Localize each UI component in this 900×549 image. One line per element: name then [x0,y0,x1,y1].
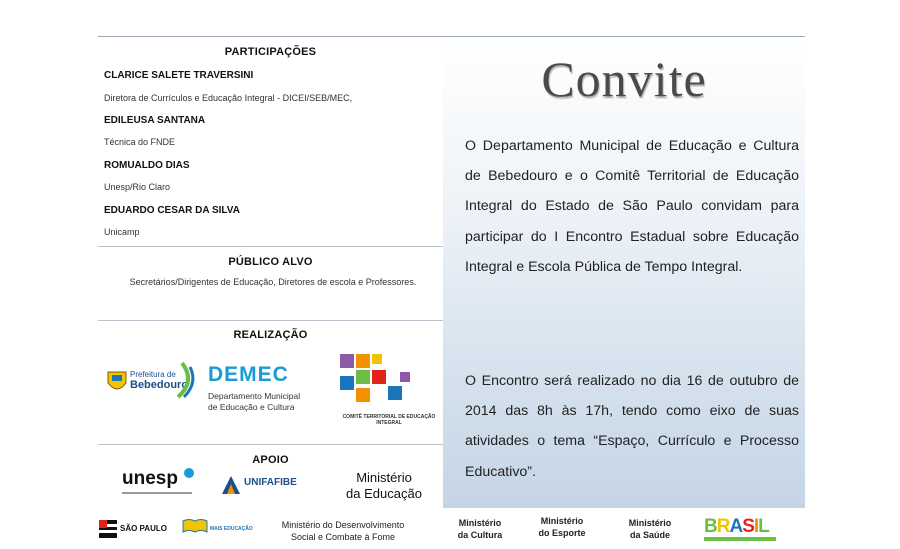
prefeitura-bebedouro-logo [106,359,196,409]
demec-logo [204,363,324,425]
cultura-line1: Ministério [458,518,502,528]
brasil-wordmark: BRASIL [704,516,769,537]
unesp-star-icon [182,466,196,480]
convite-paragraph-2: O Encontro será realizado no dia 16 de outubro de 2014 das 8h às 17h, tendo como eixo de suas atividades o tema “Espaço, Currículo e Processo Educativo”. [465,373,799,480]
footer-logos [98,512,805,549]
saude-line2: da Saúde [629,530,670,540]
unifafibe-wordmark: UNIFAFIBE [244,477,297,488]
unifafibe-icon [220,474,242,496]
participant-role: Diretora de Currículos e Educação Integral - DICEI/SEB/MEC, [104,93,353,103]
sp-flag-icon [98,518,118,540]
governo-sp-logo [98,514,168,544]
ministerio-educacao-line1: Ministério [356,470,412,485]
convite-title: Convite [541,51,707,107]
demec-title: DEMEC [208,363,289,386]
prefeitura-line2: Bebedouro [130,379,189,391]
comite-text: COMITÊ TERRITORIAL DE EDUCAÇÃO INTEGRAL [342,414,436,426]
governo-federal-logo [702,516,778,544]
participant-role: Unicamp [104,227,140,237]
unesp-logo [122,466,212,502]
participant-name: ROMUALDO DIAS [104,160,190,171]
participant-name: EDUARDO CESAR DA SILVA [104,205,240,216]
participant-role: Unesp/Rio Claro [104,182,171,192]
ministerio-educacao-line2: da Educação [346,486,422,501]
publico-title: PÚBLICO ALVO [228,256,313,268]
esporte-line2: do Esporte [538,528,586,538]
prefeitura-line1: Prefeitura de [130,370,176,379]
colored-squares-icon [338,352,438,414]
section-divider [98,246,443,247]
section-divider [98,444,443,445]
esporte-line1: Ministério [540,516,584,526]
comite-territorial-logo [334,352,444,428]
sp-text: SÃO PAULO [120,524,167,533]
ministerio-educacao-logo [334,470,434,506]
md-social-line1: Ministério do Desenvolvimento [281,520,405,530]
mais-educacao-text: MAIS EDUCAÇÃO [210,526,253,532]
demec-sub2: de Educação e Cultura [208,402,295,412]
coat-of-arms-icon [106,369,128,395]
saude-line1: Ministério [628,518,672,528]
swoosh-icon [176,361,198,399]
realizacao-title: REALIZAÇÃO [233,329,308,341]
unifafibe-logo [220,472,310,502]
participant-name: EDILEUSA SANTANA [104,115,206,126]
participant-name: CLARICE SALETE TRAVERSINI [104,70,254,81]
publico-text: Secretários/Dirigentes de Educação, Diretores de escola e Professores. [129,277,417,287]
unesp-wordmark: unesp [122,468,178,489]
mais-educacao-logo [178,516,258,544]
participant-role: Técnica do FNDE [104,137,176,147]
participacoes-title: PARTICIPAÇÕES [224,46,317,58]
apoio-title: APOIO [252,454,289,466]
md-social-line2: Social e Combate à Fome [290,532,396,542]
cultura-line2: da Cultura [457,530,503,540]
book-icon [182,518,208,534]
demec-sub1: Departamento Municipal [208,391,301,401]
section-divider [98,320,443,321]
convite-paragraph-1: O Departamento Municipal de Educação e Cultura de Bebedouro e o Comitê Territorial de Educação Integral do Estado de São Paulo convidam para participar do I Encontro Estadual sobre Educação Integral e Escola Pública de Tempo Integral. [465,138,799,275]
top-divider [98,36,805,37]
